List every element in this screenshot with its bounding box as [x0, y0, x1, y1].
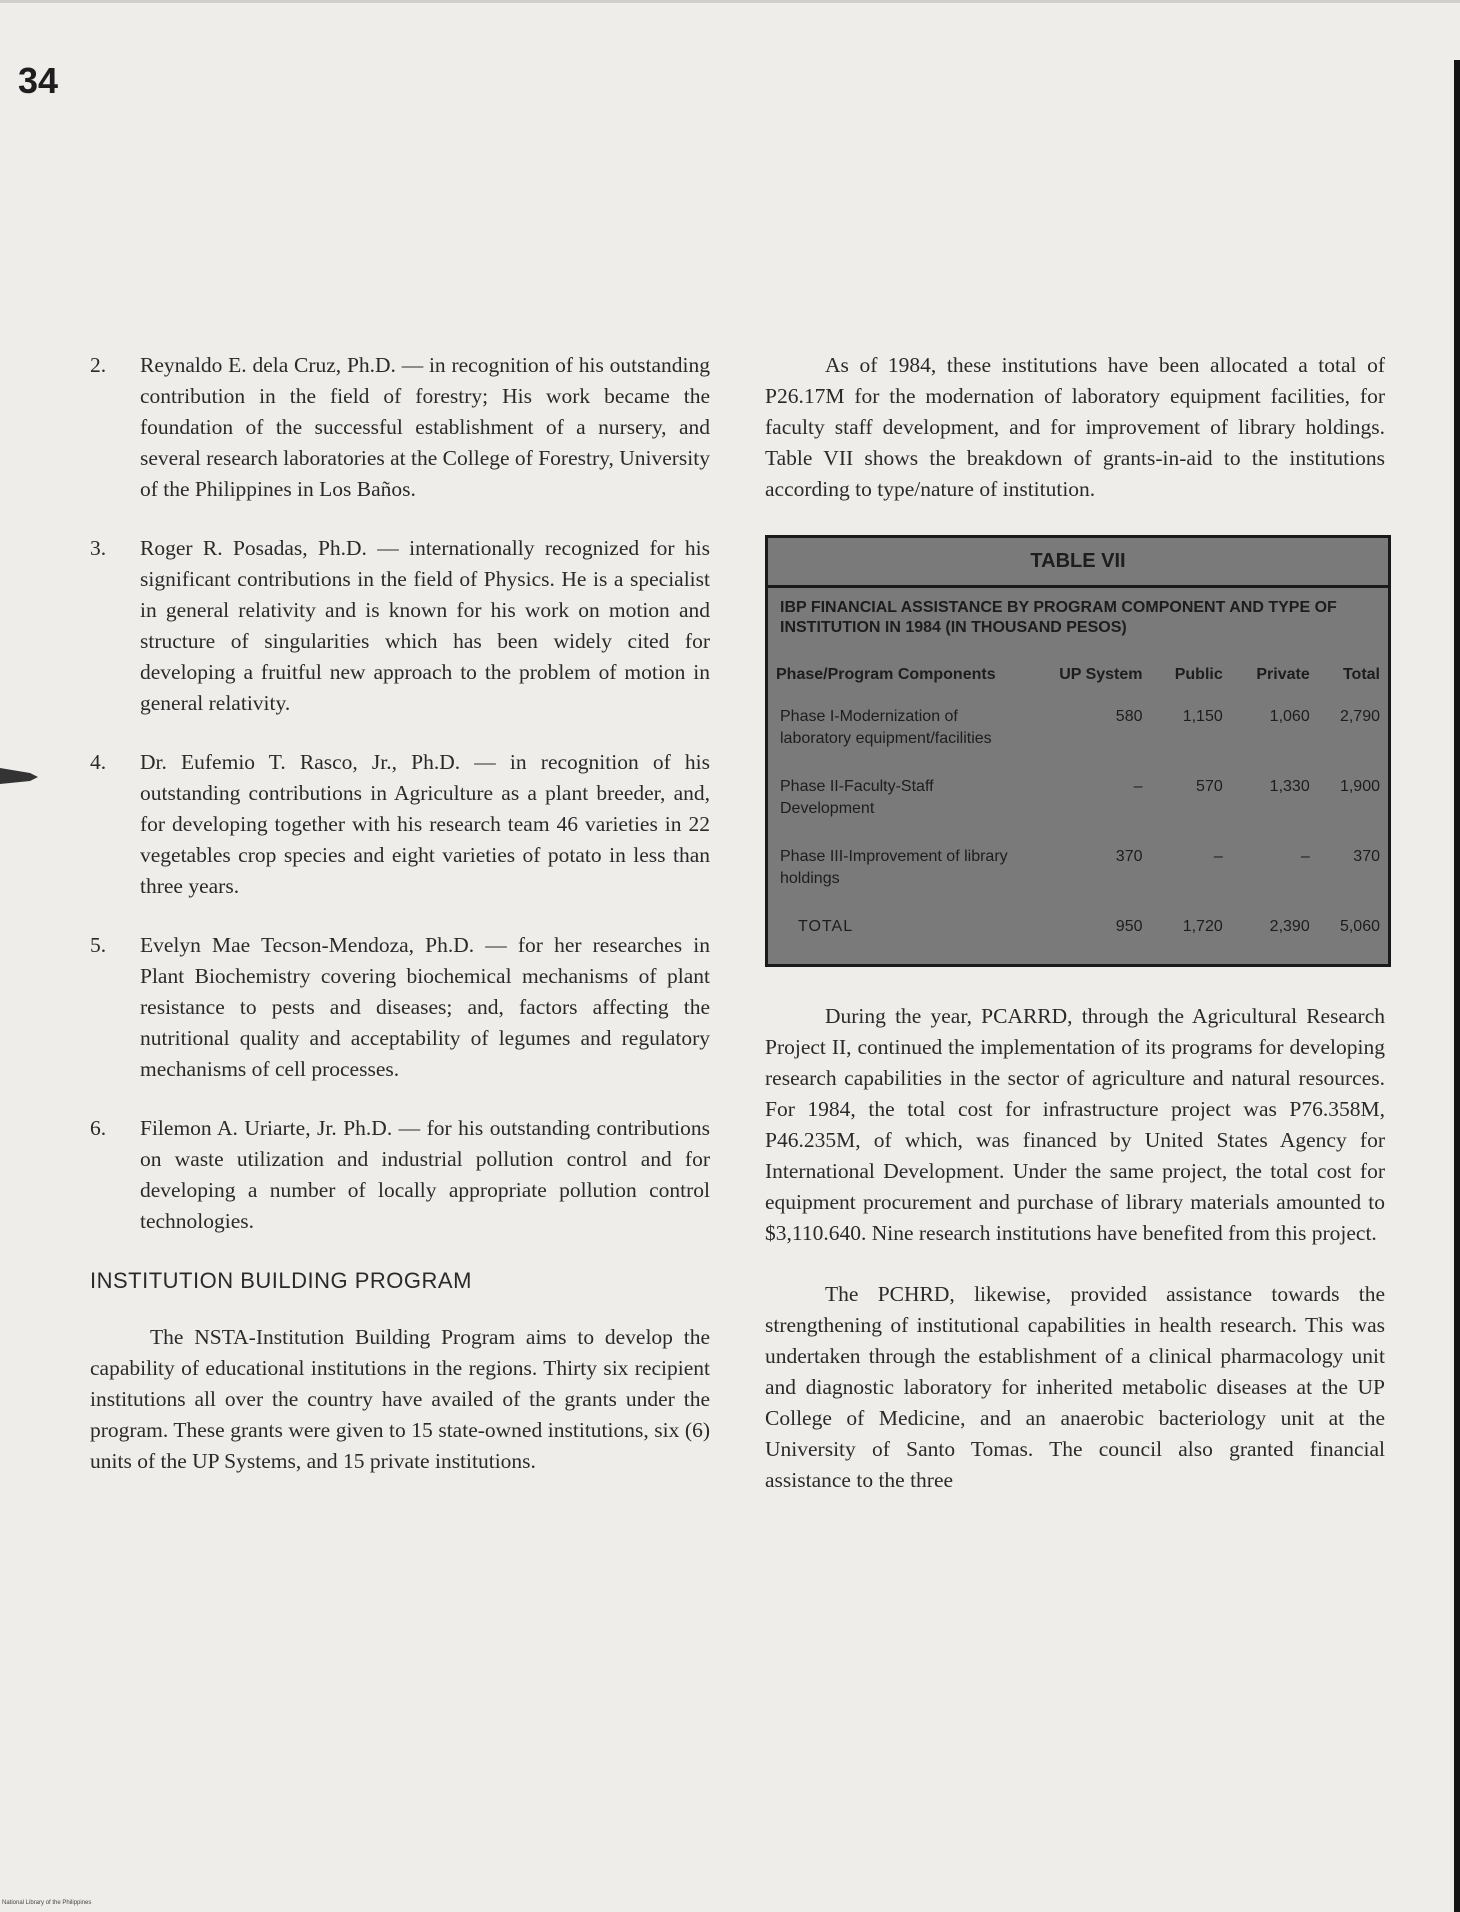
table-cell: 1,330	[1269, 778, 1310, 795]
table-row	[768, 706, 1388, 776]
page-edge-shadow	[1454, 60, 1460, 1912]
table-cell: 2,390	[1269, 918, 1310, 935]
table-cell: 570	[1196, 778, 1223, 795]
header-cell: Total	[1342, 666, 1380, 683]
award-number: 5.	[90, 933, 107, 957]
section-heading: INSTITUTION BUILDING PROGRAM	[90, 1268, 472, 1293]
table-cell: 2,790	[1339, 708, 1380, 725]
table-header-row	[768, 660, 1388, 706]
margin-arrow-icon	[0, 764, 40, 786]
table-cell: 1,150	[1182, 708, 1223, 725]
table-cell: –	[1300, 848, 1310, 865]
award-text: Dr. Eufemio T. Rasco, Jr., Ph.D. — in recognition of his outstanding contributions in Agriculture as a plant breeder, and, for developing together with his research team 46 varieties in 22 vegetables crop species and eight varieties of potato in less than three years.	[140, 750, 710, 898]
award-number: 6.	[90, 1116, 107, 1140]
table-cell: 1,720	[1182, 918, 1223, 935]
table-row	[768, 846, 1388, 916]
table-cell: Phase III-Improvement of library holdings	[780, 848, 1008, 887]
table-title: TABLE VII	[768, 538, 1388, 588]
award-item	[90, 533, 710, 719]
table-cell: 1,060	[1269, 708, 1310, 725]
header-cell: Phase/Program Components	[776, 666, 996, 683]
award-number: 4.	[90, 750, 107, 774]
table-cell: Phase II-Faculty-Staff Development	[780, 778, 934, 817]
table-cell: TOTAL	[798, 918, 854, 935]
page-number: 34	[18, 60, 59, 101]
financial-table	[768, 660, 1388, 964]
award-number: 2.	[90, 353, 107, 377]
table-total-row	[768, 916, 1388, 964]
right-column	[765, 350, 1385, 1526]
table-cell: 950	[1115, 918, 1143, 935]
table-cell: 370	[1115, 848, 1143, 865]
header-cell: Private	[1256, 666, 1310, 683]
table-cell: 370	[1353, 848, 1380, 865]
pchrd-paragraph: The PCHRD, likewise, provided assistance towards the strengthening of institutional capabilities in health research. This was undertaken through the establishment of a clinical pharmacology unit and diagnostic laboratory for inherited metabolic diseases at the UP College of Medicine, and an anaerobic bacteriology unit at the University of Santo Tomas. The council also granted financial assistance to the three	[765, 1282, 1385, 1492]
top-rule	[0, 0, 1460, 3]
table-cell: –	[1213, 848, 1223, 865]
table-vii	[765, 535, 1391, 967]
header-cell: UP System	[1059, 666, 1143, 683]
table-cell: 580	[1115, 708, 1143, 725]
section-paragraph: The NSTA-Institution Building Program aims to develop the capability of educational institutions in the regions. Thirty six recipient institutions all over the country have availed of the grants under the program. These grants were given to 15 state-owned institutions, six (6) units of the UP Systems, and 15 private institutions.	[90, 1325, 710, 1473]
award-item	[90, 747, 710, 902]
header-cell: Public	[1174, 666, 1223, 683]
award-item	[90, 350, 710, 505]
intro-paragraph: As of 1984, these institutions have been allocated a total of P26.17M for the modernation of laboratory equipment facilities, for faculty staff development, and for improvement of library holdings. Table VII shows the breakdown of grants-in-aid to the institutions according to type/nature of institution.	[765, 353, 1385, 501]
award-text: Reynaldo E. dela Cruz, Ph.D. — in recognition of his outstanding contribution in the field of forestry; His work became the foundation of the successful establishment of a nursery, and several research laboratories at the College of Forestry, University of the Philippines in Los Baños.	[140, 353, 710, 501]
table-cell: 5,060	[1339, 918, 1380, 935]
award-item	[90, 1113, 710, 1237]
award-text: Filemon A. Uriarte, Jr. Ph.D. — for his outstanding contributions on waste utilization and industrial pollution control and for developing a number of locally appropriate pollution control technologies.	[140, 1116, 710, 1233]
left-column	[90, 350, 710, 1507]
pcarrd-paragraph: During the year, PCARRD, through the Agricultural Research Project II, continued the implementation of its programs for developing research capabilities in the sector of agriculture and natural resources. For 1984, the total cost for infrastructure project was P76.358M, P46.235M, of which, was financed by United States Agency for International Development. Under the same project, the total cost for equipment procurement and purchase of library materials amounted to $3,110.640. Nine research institutions have benefited from this project.	[765, 1004, 1385, 1245]
award-text: Roger R. Posadas, Ph.D. — internationally recognized for his significant contributions in the field of Physics. He is a specialist in general relativity and is known for his work on motion and structure of singularities which has been widely cited for developing a fruitful new approach to the problem of motion in general relativity.	[140, 536, 710, 715]
award-item	[90, 930, 710, 1085]
table-cell: Phase I-Modernization of laboratory equipment/facilities	[780, 708, 992, 747]
scan-footer: National Library of the Philippines	[2, 1900, 92, 1906]
table-cell: 1,900	[1339, 778, 1380, 795]
award-number: 3.	[90, 536, 107, 560]
award-text: Evelyn Mae Tecson-Mendoza, Ph.D. — for her researches in Plant Biochemistry covering biochemical mechanisms of plant resistance to pests and diseases; and, factors affecting the nutritional quality and acceptability of legumes and regulatory mechanisms of cell processes.	[140, 933, 710, 1081]
table-cell: –	[1133, 778, 1143, 795]
table-row	[768, 776, 1388, 846]
table-caption: IBP FINANCIAL ASSISTANCE BY PROGRAM COMPONENT AND TYPE OF INSTITUTION IN 1984 (IN THOUSAND PESOS)	[780, 599, 1337, 636]
